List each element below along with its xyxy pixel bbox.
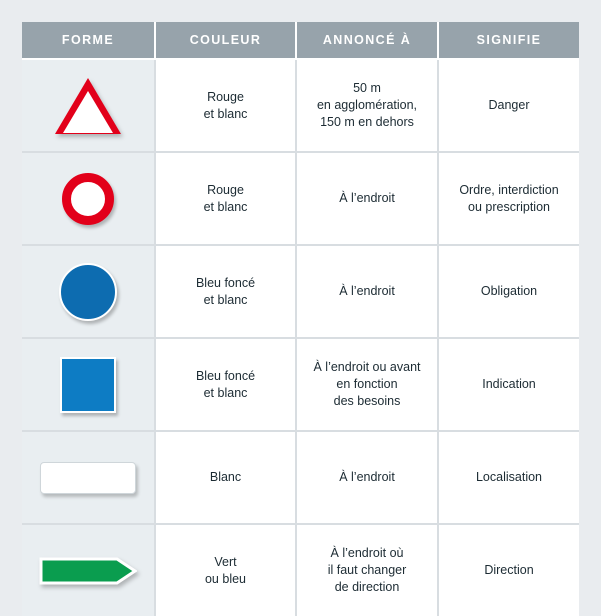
annonce-text: À l’endroit: [339, 470, 395, 485]
annonce-text: À l’endroit où il faut changer de direction: [327, 546, 407, 594]
cell-couleur: [155, 59, 296, 152]
couleur-text: Vert ou bleu: [204, 554, 246, 586]
couleur-text: Rouge et blanc: [203, 89, 248, 121]
cell-signifie: [438, 152, 579, 245]
table-row: [22, 245, 579, 338]
table-header: [22, 22, 579, 59]
blue-circle-sign-icon: [59, 263, 117, 321]
table-header-row: [22, 22, 579, 59]
signifie-text: Ordre, interdiction ou prescription: [459, 182, 559, 214]
cell-signifie: [438, 59, 579, 152]
table-row: [22, 59, 579, 152]
cell-couleur: [155, 524, 296, 616]
shape-cell-circle-blue: [22, 245, 155, 338]
couleur-text: Bleu foncé et blanc: [195, 275, 256, 307]
cell-signifie: [438, 338, 579, 431]
signifie-text: Obligation: [480, 284, 538, 299]
shape-cell-square-blue: [22, 338, 155, 431]
cell-annonce: [296, 431, 438, 524]
shape-cell-rectangle-white: [22, 431, 155, 524]
annonce-text: À l’endroit: [339, 284, 395, 299]
cell-signifie: [438, 245, 579, 338]
shape-cell-triangle: [22, 59, 155, 152]
cell-annonce: [296, 524, 438, 616]
red-circle-sign-icon: [62, 173, 114, 225]
cell-signifie: [438, 524, 579, 616]
table-row: [22, 152, 579, 245]
table-row: [22, 431, 579, 524]
cell-annonce: [296, 245, 438, 338]
shape-cell-arrow-green: [22, 524, 155, 616]
blue-square-sign-icon: [60, 357, 116, 413]
green-arrow-sign-icon: [39, 554, 137, 588]
signifie-text: Localisation: [475, 470, 542, 485]
cell-couleur: [155, 245, 296, 338]
couleur-text: Blanc: [209, 470, 242, 485]
annonce-text: À l’endroit ou avant en fonction des besoins: [313, 360, 421, 408]
cell-annonce: [296, 338, 438, 431]
annonce-text: 50 m en agglomération, 150 m en dehors: [316, 81, 418, 129]
shape-cell-circle-red: [22, 152, 155, 245]
cell-signifie: [438, 431, 579, 524]
signifie-text: Indication: [482, 377, 536, 392]
couleur-text: Rouge et blanc: [203, 182, 248, 214]
couleur-text: Bleu foncé et blanc: [195, 368, 256, 400]
cell-annonce: [296, 59, 438, 152]
white-rectangle-sign-icon: [40, 462, 136, 494]
cell-couleur: [155, 431, 296, 524]
column-header-annonce: ANNONCÉ À: [296, 22, 438, 59]
column-header-signifie: SIGNIFIE: [438, 22, 579, 59]
cell-couleur: [155, 338, 296, 431]
cell-annonce: [296, 152, 438, 245]
table-row: [22, 524, 579, 616]
cell-couleur: [155, 152, 296, 245]
signifie-text: Direction: [484, 563, 534, 578]
triangle-sign-icon: [55, 78, 121, 134]
table-body: [22, 59, 579, 616]
table-row: [22, 338, 579, 431]
signifie-text: Danger: [488, 98, 530, 113]
column-header-couleur: COULEUR: [155, 22, 296, 59]
annonce-text: À l’endroit: [339, 191, 395, 206]
road-sign-table: [22, 22, 579, 616]
column-header-forme: FORME: [22, 22, 155, 59]
